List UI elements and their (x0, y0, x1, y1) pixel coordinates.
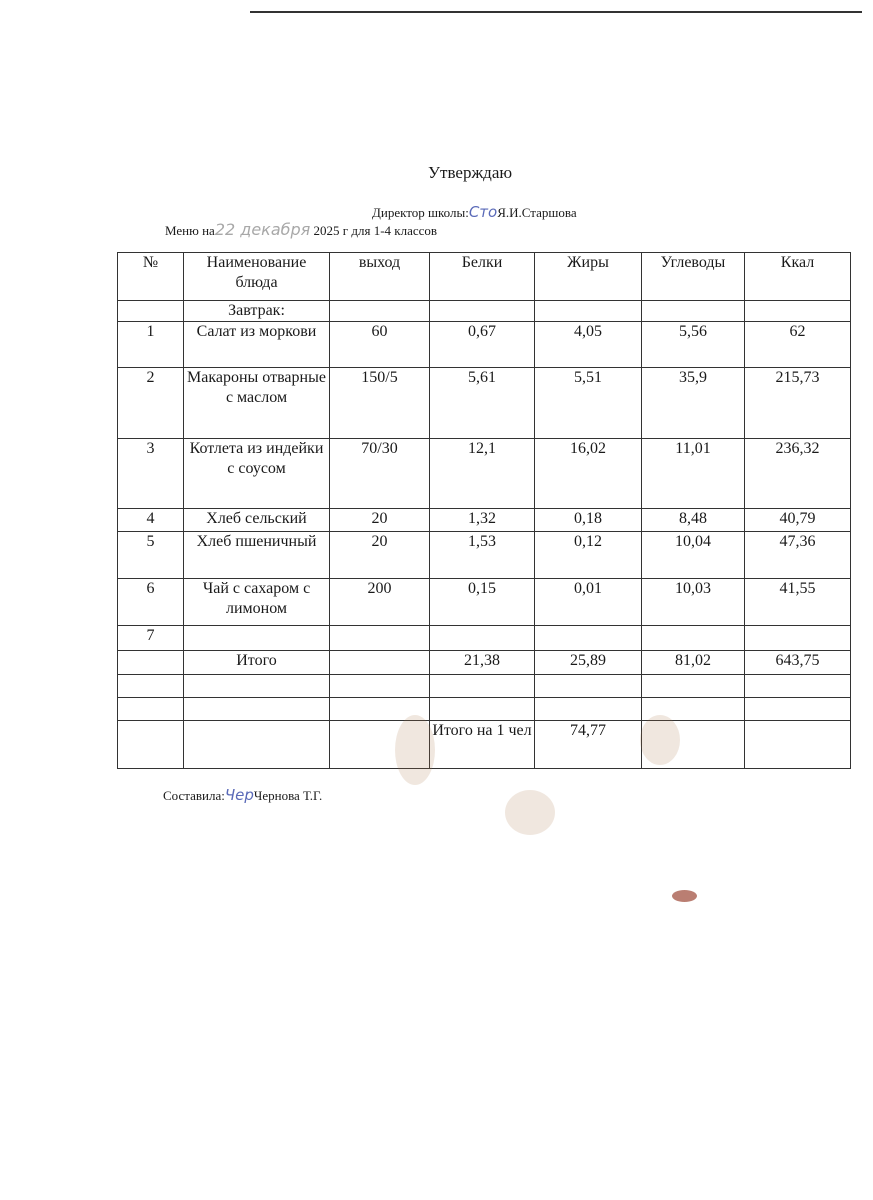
director-line (372, 203, 577, 221)
cell-2 (330, 626, 430, 651)
col-header: Углеводы (642, 253, 745, 301)
cell-4: 16,02 (535, 439, 642, 509)
total-zhiry: 25,89 (535, 651, 642, 675)
cell-2: 70/30 (330, 439, 430, 509)
cell-3: 0,15 (430, 579, 535, 626)
cell-4 (535, 626, 642, 651)
col-header: Жиры (535, 253, 642, 301)
cell-6: 40,79 (745, 509, 851, 532)
col-header: Ккал (745, 253, 851, 301)
cell-3: 1,32 (430, 509, 535, 532)
cell-5: 5,56 (642, 322, 745, 368)
cell-0: 6 (118, 579, 184, 626)
cell-6: 236,32 (745, 439, 851, 509)
paper-stain (395, 715, 435, 785)
cell-2: 20 (330, 509, 430, 532)
director-signature: Сто (468, 203, 498, 221)
menu-date-handwritten: 22 декабря (214, 220, 311, 239)
total-belki: 21,38 (430, 651, 535, 675)
composed-signature: Чер (224, 786, 254, 804)
cell-5: 10,04 (642, 532, 745, 579)
col-header: Белки (430, 253, 535, 301)
cell-3: 0,67 (430, 322, 535, 368)
menu-title (165, 220, 437, 239)
scan-edge-line (250, 11, 862, 13)
cell-0: 5 (118, 532, 184, 579)
cell-0: 7 (118, 626, 184, 651)
cell-5: 10,03 (642, 579, 745, 626)
director-label: Директор школы: (372, 205, 469, 220)
cell-1: Макароны отварные с маслом (184, 368, 330, 439)
paper-stain (505, 790, 555, 835)
total-uglevody: 81,02 (642, 651, 745, 675)
table-row (118, 532, 851, 579)
cell-2: 200 (330, 579, 430, 626)
paper-stain (640, 715, 680, 765)
table-row (118, 368, 851, 439)
cell-5 (642, 626, 745, 651)
cell-5: 35,9 (642, 368, 745, 439)
menu-prefix: Меню на (165, 223, 215, 238)
cell-4: 4,05 (535, 322, 642, 368)
cell-3: 5,61 (430, 368, 535, 439)
cell-1: Котлета из индейки с соусом (184, 439, 330, 509)
per-person-row (118, 721, 851, 769)
table-row (118, 439, 851, 509)
empty-row (118, 675, 851, 698)
cell-2: 20 (330, 532, 430, 579)
cell-1 (184, 626, 330, 651)
cell-3: 12,1 (430, 439, 535, 509)
cell-1: Хлеб сельский (184, 509, 330, 532)
cell-6: 41,55 (745, 579, 851, 626)
cell-0: 3 (118, 439, 184, 509)
cell-4: 0,12 (535, 532, 642, 579)
cell-0: 4 (118, 509, 184, 532)
section-label: Завтрак: (184, 301, 330, 322)
table-row (118, 322, 851, 368)
cell-4: 0,18 (535, 509, 642, 532)
cell-6: 47,36 (745, 532, 851, 579)
per-person-label: Итого на 1 чел (430, 721, 535, 769)
cell-0: 2 (118, 368, 184, 439)
paper-stain (672, 890, 697, 902)
cell-3 (430, 626, 535, 651)
cell-1: Салат из моркови (184, 322, 330, 368)
menu-table (117, 252, 851, 769)
cell-2: 150/5 (330, 368, 430, 439)
col-header: № (118, 253, 184, 301)
col-header: выход (330, 253, 430, 301)
cell-0: 1 (118, 322, 184, 368)
composed-name: Чернова Т.Г. (253, 788, 323, 803)
cell-6: 62 (745, 322, 851, 368)
cell-4: 5,51 (535, 368, 642, 439)
cell-6 (745, 626, 851, 651)
cell-2: 60 (330, 322, 430, 368)
col-header: Наименование блюда (184, 253, 330, 301)
table-row (118, 579, 851, 626)
menu-suffix: 2025 г для 1-4 классов (313, 223, 438, 238)
composed-label: Составила: (163, 788, 225, 803)
table-header-row (118, 253, 851, 301)
empty-row (118, 698, 851, 721)
total-kcal: 643,75 (745, 651, 851, 675)
cell-3: 1,53 (430, 532, 535, 579)
table-row (118, 509, 851, 532)
total-row (118, 651, 851, 675)
director-name: Я.И.Старшова (497, 205, 577, 220)
cell-5: 8,48 (642, 509, 745, 532)
cell-1: Хлеб пшеничный (184, 532, 330, 579)
cell-5: 11,01 (642, 439, 745, 509)
per-person-value: 74,77 (535, 721, 642, 769)
table-row (118, 626, 851, 651)
cell-4: 0,01 (535, 579, 642, 626)
composed-line (163, 786, 322, 804)
cell-1: Чай с сахаром с лимоном (184, 579, 330, 626)
cell-6: 215,73 (745, 368, 851, 439)
section-row (118, 301, 851, 322)
total-label: Итого (184, 651, 330, 675)
approval-heading: Утверждаю (428, 163, 513, 182)
